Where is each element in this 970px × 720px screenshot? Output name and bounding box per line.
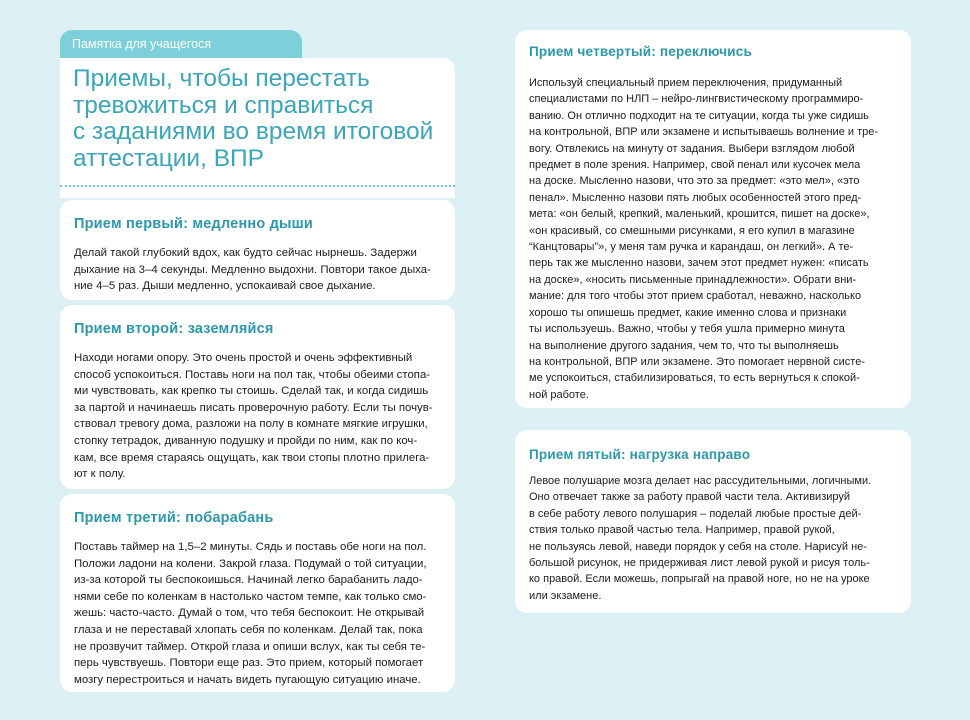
section-heading: Прием четвертый: переключись [529, 44, 752, 59]
section-text: Делай такой глубокий вдох, как будто сейчас нырнешь. Задержи дыхание на 3–4 секунды. Медленно выдохни. Повтори такое дыха- ние 4–5 раз. Дыши медленно, успокаивай свое дыхание. [74, 247, 431, 293]
section-card-drum [60, 494, 455, 692]
section-heading: Прием первый: медленно дыши [74, 216, 314, 232]
dotted-divider [60, 185, 455, 187]
title-card [60, 58, 455, 198]
memo-tag: Памятка для учащегося [60, 30, 302, 58]
section-text: Левое полушарие мозга делает нас рассудительными, логичными. Оно отвечает также за работу правой части тела. Активизируй в себе работу левого полушария – поделай любые простые дей- ствия только правой частью тела. Например, правой рукой, не пользуясь левой, наведи порядок у себя на столе. Нарисуй не- большой рисунок, не придерживая лист левой рукой и рисуя толь- ко правой. Если можешь, попрыгай на правой ноге, но не на уроке или экзамене. [529, 475, 872, 602]
section-text: Находи ногами опору. Это очень простой и очень эффективный способ успокоиться. Поставь ноги на пол так, чтобы обеими стопа- ми чувствовать, как крепко ты стоишь. Сделай так, и когда сидишь за партой и начинаешь писать проверочную работу. Если ты почув- ствовал тревогу дома, разложи на полу в комнате мягкие игрушки, стопку тетрадок, диванную подушку и пройди по ним, как по коч- кам, все время стараясь ощущать, как твои стопы плотно прилега- ют к полу. [74, 352, 433, 481]
section-card-right-side [515, 430, 911, 613]
section-card-switch [515, 30, 911, 408]
section-text: Поставь таймер на 1,5–2 минуты. Сядь и поставь обе ноги на пол. Положи ладони на колени. Закрой глаза. Подумай о той ситуации, из-за которой ты беспокоишься. Начинай легко барабанить ладо- нями себе по коленкам в настолько частом темпе, как только смо- жешь: часто-часто. Думай о том, что тебя беспокоит. Не открывай глаза и не переставай хлопать себя по коленкам. Делай так, пока не прозвучит таймер. Открой глаза и опиши вслух, как ты себя те- перь чувствуешь. Повтори еще раз. Это прием, который помогает мозгу перестроиться и начать видеть пугающую ситуацию иначе. [74, 541, 427, 686]
section-heading: Прием второй: заземляйся [74, 321, 274, 337]
section-card-breathe [60, 200, 455, 300]
section-text: Используй специальный прием переключения, придуманный специалистами по НЛП – нейро-лингвистическому программиро- ванию. Он отлично подходит на те ситуации, когда ты уже сидишь на контрольной, ВПР или экзамене и испытываешь волнение и тре- вогу. Отвлекись на минуту от задания. Выбери взглядом любой предмет в поле зрения. Например, свой пенал или кусочек мела на доске. Мысленно назови, что это за предмет: «это мел», «это пенал». Мысленно назови пять любых особенностей этого пред- мета: «он белый, крепкий, маленький, крошится, пишет на доске», «он красивый, со смешными рисунками, я его купил в магазине “Канцтовары”», у меня там ручка и карандаш, он легкий». А те- перь так же мысленно назови, зачем этот предмет нужен: «писать на доске», «носить письменные принадлежности». Обрати вни- мание: для того чтобы этот прием сработал, неважно, насколько хорошо ты опишешь предмет, какие именно слова и признаки ты используешь. Важно, чтобы у тебя ушла примерно минута на выполнение другого задания, чем то, что ты выполняешь на контрольной, ВПР или экзамене. Это помогает нервной систе- ме успокоиться, стабилизироваться, то есть вернуться к спокой- ной работе. [529, 77, 879, 401]
page-title: Приемы, чтобы перестать тревожиться и справиться с заданиями во время итоговой аттестации, ВПР [73, 65, 434, 172]
section-card-ground [60, 305, 455, 489]
section-heading: Прием пятый: нагрузка направо [529, 447, 751, 462]
section-heading: Прием третий: побарабань [74, 510, 274, 526]
